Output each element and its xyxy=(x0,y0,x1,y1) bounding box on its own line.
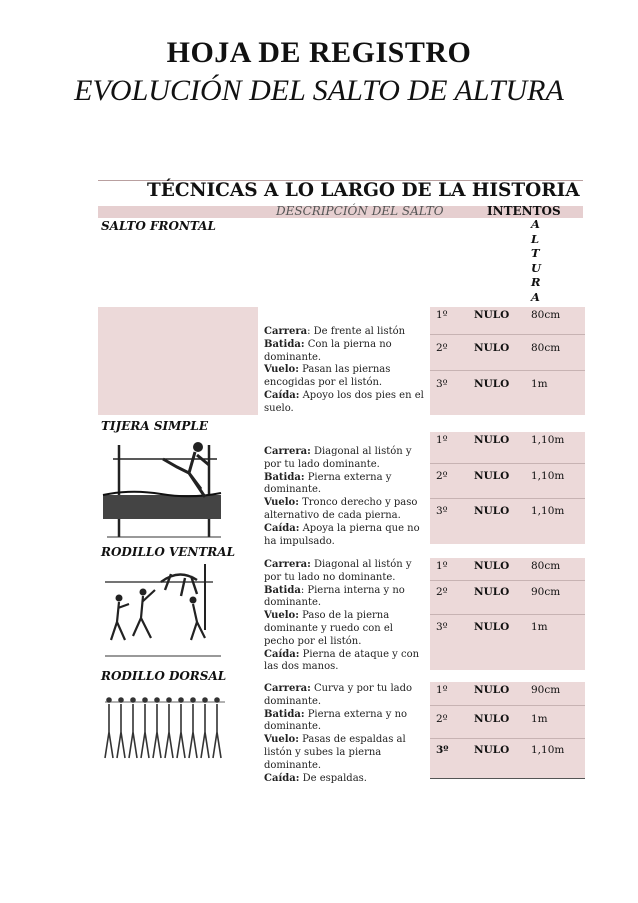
attempt-height: 1,10m xyxy=(531,505,565,517)
attempt-result: NULO xyxy=(474,309,510,321)
attempts-shade xyxy=(430,432,585,544)
attempt-height: 1m xyxy=(531,713,548,725)
technique-description: Carrera: Curva y por tu lado dominante. Batida: Pierna externa y no dominante. Vuelo: Pasas de espaldas al listón y subes la pierna dominante. Caída: De espaldas. xyxy=(264,683,413,784)
technique-name: SALTO FRONTAL xyxy=(101,219,216,233)
technique-name: RODILLO DORSAL xyxy=(101,669,227,683)
tijera-simple-illustration xyxy=(101,437,229,545)
technique-description: Carrera: Diagonal al listón y por tu lado dominante. Batida: Pierna externa y dominante. Vuelo: Tronco derecho y paso alternativo de cada pierna. Caída: Apoya la pierna que no ha impulsado. xyxy=(264,446,420,547)
header-height-letter: A xyxy=(531,289,540,304)
row-divider xyxy=(430,463,585,464)
row-divider xyxy=(430,614,585,615)
attempt-number: 3º xyxy=(436,621,448,633)
attempt-number: 1º xyxy=(436,309,448,321)
row-divider xyxy=(430,738,585,739)
attempts-shade xyxy=(430,307,585,415)
rodillo-ventral-illustration xyxy=(101,560,229,668)
attempt-height: 80cm xyxy=(531,309,561,321)
row-divider xyxy=(430,705,585,706)
page-title: HOJA DE REGISTRO xyxy=(166,36,472,69)
attempt-result: NULO xyxy=(474,713,510,725)
header-height-letter: U xyxy=(531,260,542,275)
attempt-number: 3º xyxy=(436,378,448,390)
technique-image-placeholder xyxy=(98,307,258,415)
attempt-result: NULO xyxy=(474,378,510,390)
header-height-letter: L xyxy=(531,231,540,246)
attempt-result: NULO xyxy=(474,744,510,756)
rodillo-dorsal-illustration xyxy=(101,688,229,768)
section-title: TÉCNICAS A LO LARGO DE LA HISTORIA xyxy=(147,180,580,201)
row-divider xyxy=(430,370,585,371)
attempt-number: 3º xyxy=(436,505,448,517)
attempt-result: NULO xyxy=(474,505,510,517)
attempt-number: 1º xyxy=(436,560,448,572)
attempt-number: 2º xyxy=(436,586,448,598)
attempt-number: 3º xyxy=(436,744,449,756)
attempt-number: 2º xyxy=(436,470,448,482)
attempt-height: 80cm xyxy=(531,342,561,354)
page-subtitle: EVOLUCIÓN DEL SALTO DE ALTURA xyxy=(74,74,564,107)
technique-description: Carrera: De frente al listón Batida: Con la pierna no dominante. Vuelo: Pasan las piernas encogidas por el listón. Caída: Apoyo los dos pies en el suelo. xyxy=(264,326,424,414)
table-bottom-rule xyxy=(430,778,585,779)
attempt-number: 2º xyxy=(436,342,448,354)
header-height-vertical xyxy=(531,217,543,304)
header-height-letter: A xyxy=(531,217,540,231)
row-divider xyxy=(430,334,585,335)
header-description: DESCRIPCIÓN DEL SALTO xyxy=(276,204,444,218)
attempt-result: NULO xyxy=(474,684,510,696)
attempt-height: 90cm xyxy=(531,684,561,696)
attempts-shade xyxy=(430,682,585,778)
header-height-letter: R xyxy=(531,275,541,289)
technique-name: RODILLO VENTRAL xyxy=(101,545,236,559)
header-height-letter: T xyxy=(531,246,540,260)
attempt-number: 2º xyxy=(436,713,448,725)
attempt-height: 90cm xyxy=(531,586,561,598)
row-divider xyxy=(430,498,585,499)
attempt-height: 80cm xyxy=(531,560,561,572)
row-divider xyxy=(430,580,585,581)
attempt-result: NULO xyxy=(474,470,510,482)
attempt-number: 1º xyxy=(436,684,448,696)
attempt-result: NULO xyxy=(474,586,510,598)
attempt-height: 1m xyxy=(531,621,548,633)
technique-description: Carrera: Diagonal al listón y por tu lado no dominante. Batida: Pierna interna y no dominante. Vuelo: Paso de la pierna dominante y ruedo con el pecho por el listón. Caída: Pierna de ataque y con las dos manos. xyxy=(264,559,420,673)
attempt-result: NULO xyxy=(474,621,510,633)
attempt-number: 1º xyxy=(436,434,448,446)
attempt-height: 1m xyxy=(531,378,548,390)
technique-name: TIJERA SIMPLE xyxy=(101,419,208,433)
attempt-height: 1,10m xyxy=(531,434,565,446)
attempt-height: 1,10m xyxy=(531,470,565,482)
attempt-height: 1,10m xyxy=(531,744,565,756)
header-attempts: INTENTOS xyxy=(487,204,561,218)
attempt-result: NULO xyxy=(474,342,510,354)
attempt-result: NULO xyxy=(474,434,510,446)
attempt-result: NULO xyxy=(474,560,510,572)
